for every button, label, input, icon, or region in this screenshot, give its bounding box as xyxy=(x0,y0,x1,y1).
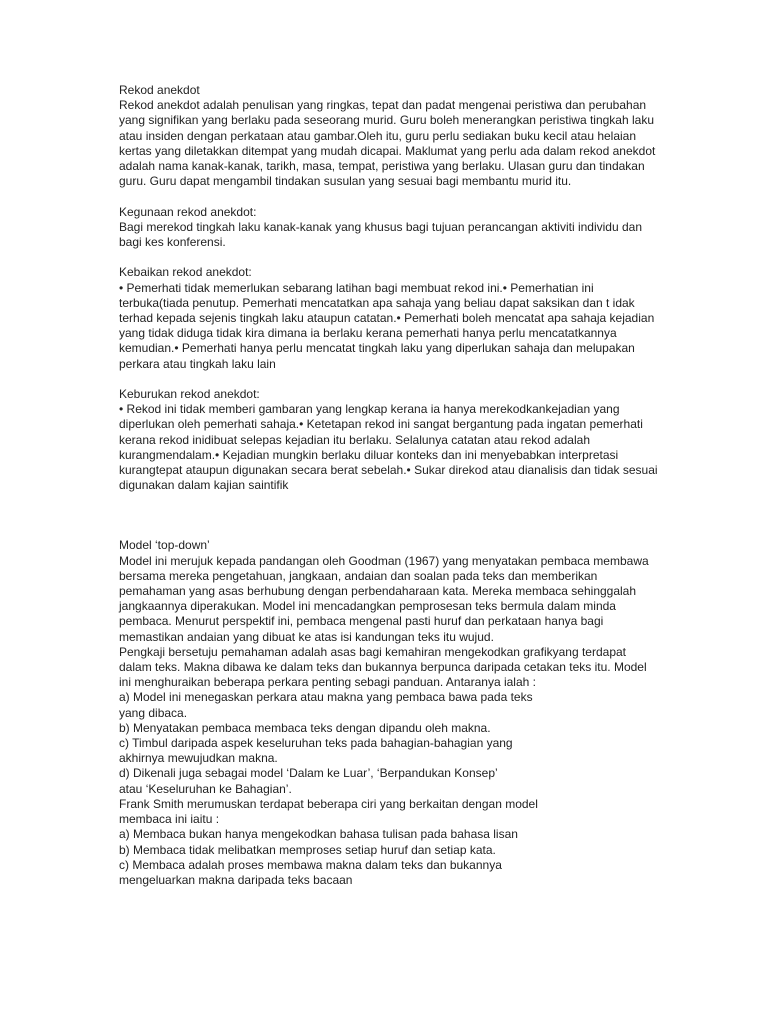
paragraph-line: perkara atau tingkah laku lain xyxy=(119,356,276,371)
paragraph-line: pembaca. Menurut perspektif ini, pembaca mengenal pasti huruf dan perkataan hanya bagi xyxy=(119,614,604,629)
paragraph-line: kurangmendalam.• Kejadian mungkin berlaku diluar konteks dan ini menyebabkan interpretasi xyxy=(119,447,619,462)
list-item: a) Membaca bukan hanya mengekodkan bahasa tulisan pada bahasa lisan xyxy=(119,827,518,842)
section-kebaikan xyxy=(119,265,659,371)
section-rekod-anekdot xyxy=(119,83,659,189)
paragraph-line: kerana rekod inidibuat selepas kejadian itu berlaku. Selalunya catatan atau rekod adalah xyxy=(119,432,590,447)
paragraph-line: jangkaannya diperakukan. Model ini mencadangkan pemprosesan teks bermula dalam minda xyxy=(119,599,616,614)
paragraph-line: guru. Guru dapat mengambil tindakan susulan yang sesuai bagi membantu murid itu. xyxy=(119,174,572,189)
list-item: b) Menyatakan pembaca membaca teks dengan dipandu oleh makna. xyxy=(119,720,491,735)
paragraph-line: kurangtepat ataupun digunakan secara berat sebelah.• Sukar direkod atau dianalisis dan tidak sesuai xyxy=(119,463,658,478)
section-model-top-down xyxy=(119,538,659,888)
paragraph-line: bersama mereka pengetahuan, jangkaan, andaian dan soalan pada teks dan memberikan xyxy=(119,568,598,583)
spacer xyxy=(119,493,659,538)
section-heading: Model ‘top-down’ xyxy=(119,538,210,553)
paragraph-line: kemudian.• Pemerhati hanya perlu mencatat tingkah laku yang diperlukan sahaja dan melupakan xyxy=(119,341,635,356)
document-page xyxy=(119,83,659,888)
paragraph-line: • Pemerhati tidak memerlukan sebarang latihan bagi membuat rekod ini.• Pemerhatian ini xyxy=(119,280,594,295)
paragraph-line: • Rekod ini tidak memberi gambaran yang lengkap kerana ia hanya merekodkankejadian yang xyxy=(119,402,620,417)
list-item: b) Membaca tidak melibatkan memproses setiap huruf dan setiap kata. xyxy=(119,842,496,857)
list-item: mengeluarkan makna daripada teks bacaan xyxy=(119,872,353,887)
paragraph-line: atau insiden dengan perkataan atau gambar.Oleh itu, guru perlu sediakan buku kecil atau helaian xyxy=(119,128,637,143)
section-heading: Kebaikan rekod anekdot: xyxy=(119,265,252,280)
section-keburukan xyxy=(119,387,659,493)
paragraph-line: membaca ini iaitu : xyxy=(119,812,220,827)
paragraph-line: Frank Smith merumuskan terdapat beberapa ciri yang berkaitan dengan model xyxy=(119,796,538,811)
list-item: c) Membaca adalah proses membawa makna dalam teks dan bukannya xyxy=(119,857,502,872)
paragraph-line: Rekod anekdot adalah penulisan yang ringkas, tepat dan padat mengenai peristiwa dan perubahan xyxy=(119,98,647,113)
paragraph-line: bagi kes konferensi. xyxy=(119,235,226,250)
list-item: akhirnya mewujudkan makna. xyxy=(119,751,278,766)
list-item: c) Timbul daripada aspek keseluruhan teks pada bahagian-bahagian yang xyxy=(119,736,513,751)
paragraph-line: kertas yang diletakkan ditempat yang mudah dicapai. Maklumat yang perlu ada dalam rekod anekdot xyxy=(119,143,656,158)
list-item: d) Dikenali juga sebagai model ‘Dalam ke Luar’, ‘Berpandukan Konsep’ xyxy=(119,766,498,781)
paragraph-line: dalam teks. Makna dibawa ke dalam teks dan bukannya berpunca daripada cetakan teks itu. Model xyxy=(119,660,647,675)
paragraph-line: terbuka(tiada penutup. Pemerhati mencatatkan apa sahaja yang beliau dapat saksikan dan t idak xyxy=(119,295,635,310)
paragraph-line: yang signifikan yang berlaku pada seseorang murid. Guru boleh menerangkan peristiwa tingkah laku xyxy=(119,113,654,128)
section-kegunaan xyxy=(119,205,659,251)
paragraph-line: memastikan andaian yang dibuat ke atas isi kandungan teks itu wujud. xyxy=(119,629,494,644)
spacer xyxy=(119,250,659,265)
paragraph-line: Model ini merujuk kepada pandangan oleh Goodman (1967) yang menyatakan pembaca membawa xyxy=(119,553,649,568)
section-heading: Kegunaan rekod anekdot: xyxy=(119,204,257,219)
list-item: atau ‘Keseluruhan ke Bahagian’. xyxy=(119,781,292,796)
paragraph-line: ini menghuraikan beberapa perkara penting sebagi panduan. Antaranya ialah : xyxy=(119,675,536,690)
paragraph-line: Bagi merekod tingkah laku kanak-kanak yang khusus bagi tujuan perancangan aktiviti individu dan xyxy=(119,219,643,234)
paragraph-line: yang tidak diduga tidak kira dimana ia berlaku kerana pemerhati hanya perlu mencatatkannya xyxy=(119,326,617,341)
paragraph-line: digunakan dalam kajian saintifik xyxy=(119,478,289,493)
list-item: yang dibaca. xyxy=(119,705,188,720)
paragraph-line: terhad kepada sejenis tingkah laku ataupun catatan.• Pemerhati boleh mencatat apa sahaja kejadian xyxy=(119,311,655,326)
section-heading: Keburukan rekod anekdot: xyxy=(119,387,260,402)
list-item: a) Model ini menegaskan perkara atau makna yang pembaca bawa pada teks xyxy=(119,690,533,705)
section-heading: Rekod anekdot xyxy=(119,83,200,97)
paragraph-line: diperlukan oleh pemerhati sahaja.• Ketetapan rekod ini sangat bergantung pada ingatan pemerhati xyxy=(119,417,643,432)
spacer xyxy=(119,372,659,387)
paragraph-line: Pengkaji bersetuju pemahaman adalah asas bagi kemahiran mengekodkan grafikyang terdapat xyxy=(119,644,626,659)
paragraph-line: pemahaman yang asas berhubung dengan perbendaharaan kata. Mereka membaca sehinggalah xyxy=(119,584,637,599)
spacer xyxy=(119,189,659,204)
paragraph-line: adalah nama kanak-kanak, tarikh, masa, tempat, peristiwa yang berlaku. Ulasan guru dan tindakan xyxy=(119,159,645,174)
